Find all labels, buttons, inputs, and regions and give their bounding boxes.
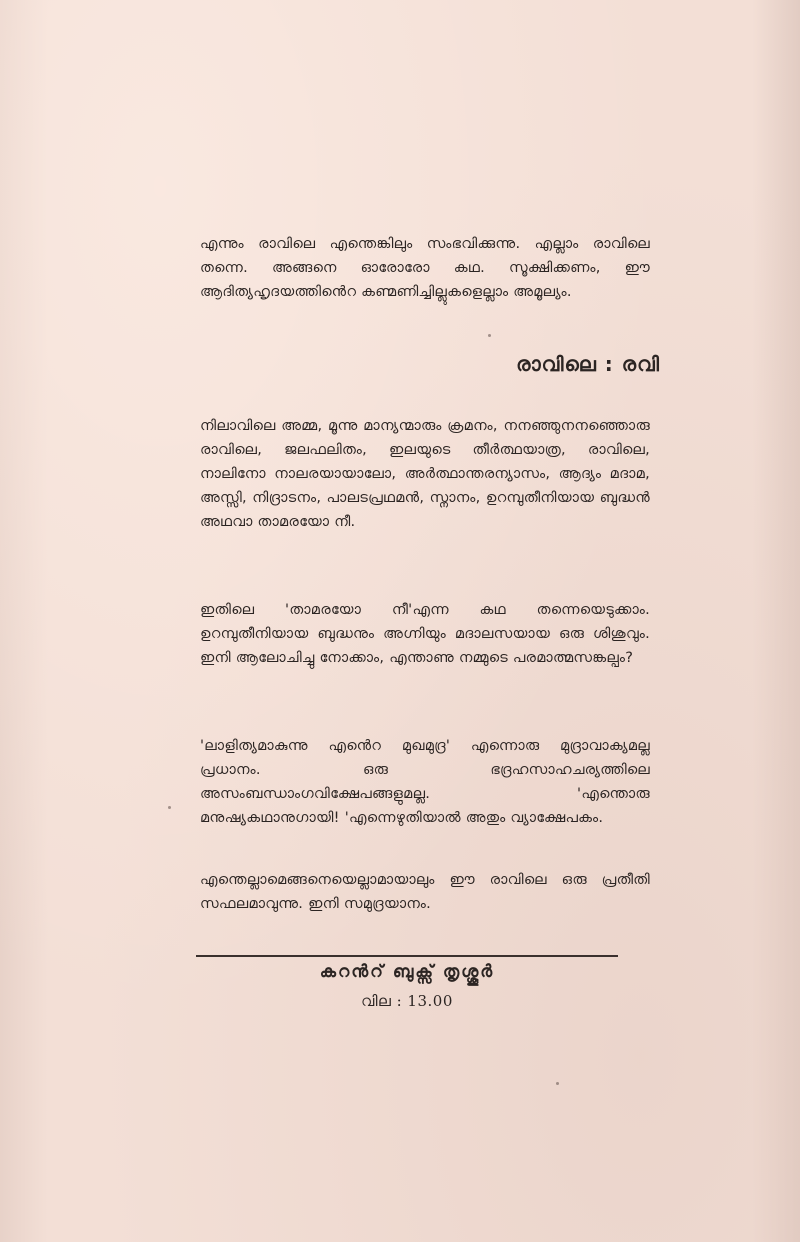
body-paragraph: 'ലാളിത്യമാകുന്നു എൻെറ മുഖമുദ്ര' എന്നൊരു മുദ്രാവാക്യമല്ല പ്രധാനം. ഒരു ഭദ്രഹസാഹചര്യത്തിലെ അസംബന്ധാംഗവിക്ഷേപങ്ങളുമല്ല. 'എന്തൊരു മനുഷ്യകഥാനുഗായി! 'എന്നെഴുതിയാൽ അതും വ്യാക്ഷേപകം. [200,738,650,826]
intro-paragraph: എന്നും രാവിലെ എന്തെങ്കിലും സംഭവിക്കുന്നു. എല്ലാം രാവിലെ തന്നെ. അങ്ങനെ ഓരോരോ കഥ. സൂക്ഷിക്കണം, ഈ ആദിത്യഹൃദയത്തിൻെറ കണ്മണിച്ചില്ലുകളെല്ലാം അമൂല്യം. [200,236,650,300]
paper-speck [488,334,491,337]
paper-speck [556,1082,559,1085]
divider [196,955,618,957]
body-paragraph: ഇതിലെ 'താമരയോ നീ'എന്ന കഥ തന്നെയെടുക്കാം. ഉറമ്പുതീനിയായ ബുദ്ധനും അഗ്നിയും മദാലസയായ ഒരു ശിശുവും. ഇനി ആലോചിച്ചു നോക്കാം, എന്താണു നമ്മുടെ പരമാത്മസങ്കല്പം? [200,602,650,666]
subtitle: രാവിലെ : രവി [516,352,660,376]
body-paragraph: എന്തെല്ലാമെങ്ങനെയെല്ലാമായാലും ഈ രാവിലെ ഒരു പ്രതീതി സഫലമാവുന്നു. ഇനി സമുദ്രയാനം. [200,872,650,912]
price-label: വില : 13.00 [361,992,453,1010]
body-paragraph: നിലാവിലെ അമ്മ, മൂന്നു മാന്യന്മാരും ക്രമനം, നനഞ്ഞുനനഞ്ഞൊരു രാവിലെ, ജലഫലിതം, ഇലയുടെ തീർത്ഥയാത്ര, രാവിലെ, നാലിനോ നാലരയായാലോ, അർത്ഥാന്തരന്യാസം, ആദ്യം മദാമ, അസ്സി, നിദ്രാടനം, പാലടപ്രഥമൻ, സ്നാനം, ഉറമ്പുതീനിയായ ബുദ്ധൻ അഥവാ താമരയോ നീ. [200,418,650,530]
paper-speck [168,806,171,809]
publisher-name: കറൻറ് ബുക്സ് തൃശ്ശൂർ [319,962,495,982]
